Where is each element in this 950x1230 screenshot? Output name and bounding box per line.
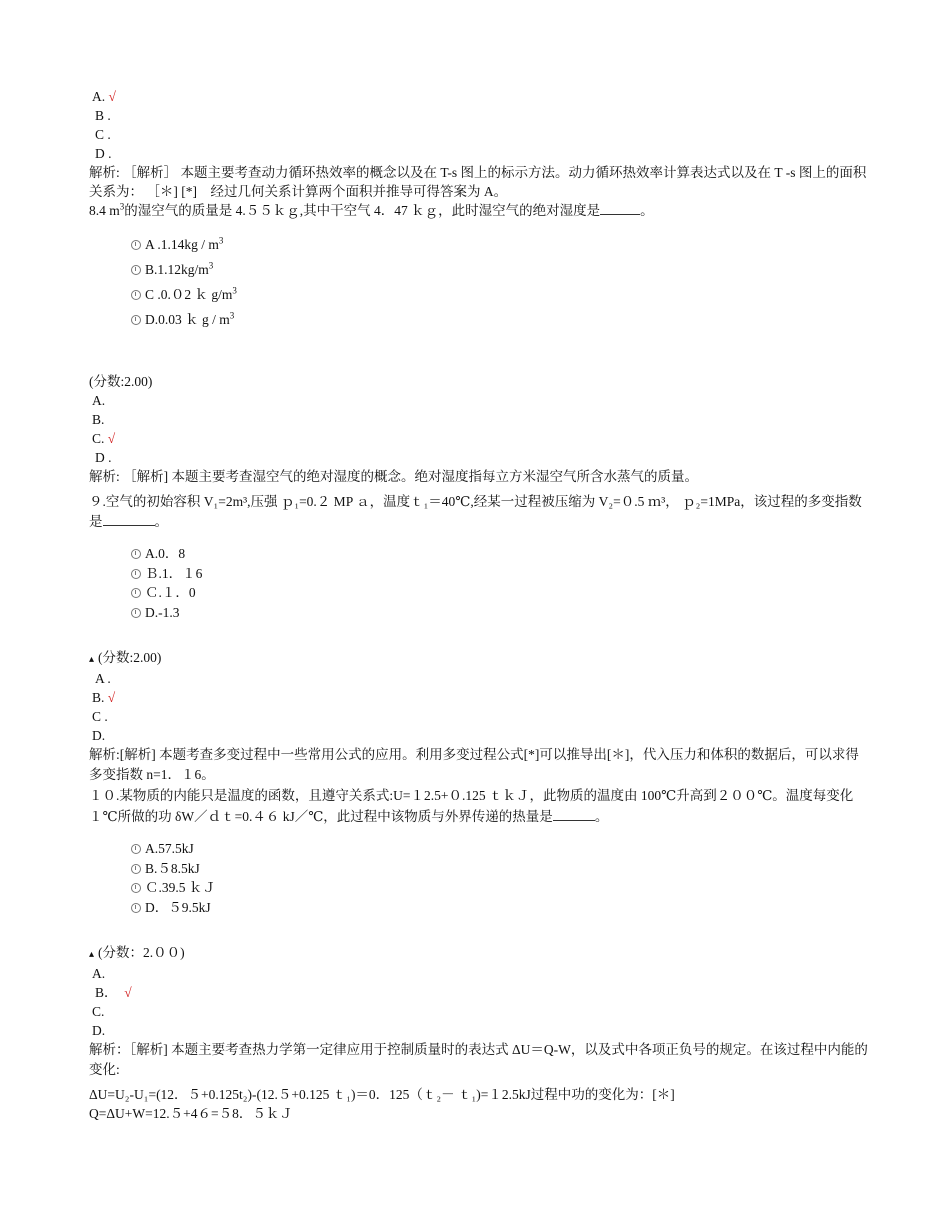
correct-check-icon: √	[107, 431, 116, 446]
radio-icon[interactable]	[131, 240, 141, 250]
question-stem: ９.空气的初始容积 V₁=2m³,压强 ｐ₁=0.２ MP ａ，温度ｔ₁＝40℃,经某一过程被压缩为 V₂=０.5 ｍ³， ｐ₂=1MPa，该过程的多变指数是 。	[89, 494, 862, 529]
answer-option-b: B.	[92, 412, 105, 427]
radio-icon[interactable]	[131, 883, 141, 893]
answer-option-b: B. √	[92, 690, 116, 705]
calculation-line: Q=ΔU+W=12.５+4６=５8．５ｋＪ	[89, 1106, 293, 1121]
correct-check-icon: √	[124, 985, 132, 1000]
choice-list	[89, 839, 869, 917]
answer-option-a: A. √	[92, 89, 116, 104]
choice-list	[89, 232, 869, 332]
score-label: ▴ (分数：2.００)	[89, 945, 185, 960]
calculation-line: ΔU=U₂-U₁=(12．５+0.125t₂)-(12.５+0.125 ｔ₁)＝0．125（ｔ₂－ ｔ₁)=１2.5kJ过程中功的变化为：[＊]	[89, 1087, 675, 1102]
choice-b[interactable]: Ｂ.1．１6	[131, 564, 869, 584]
radio-icon[interactable]	[131, 290, 141, 300]
choice-a[interactable]: A $.1.14kg / m^3$	[131, 232, 869, 257]
radio-icon[interactable]	[131, 903, 141, 913]
question-stem: 8.4 $m^3$的湿空气的质量是 4.５５ｋｇ,其中干空气 4．47 ｋｇ，此时湿空气的绝对湿度是 。	[89, 201, 654, 218]
radio-icon[interactable]	[131, 549, 141, 559]
radio-icon[interactable]	[131, 569, 141, 579]
explanation: 解析: ［解析] 本题主要考查湿空气的绝对湿度的概念。绝对湿度指每立方米湿空气所含水蒸气的质量。	[89, 469, 698, 484]
explanation: 解析: ［解析］ 本题主要考查动力循环热效率的概念以及在 T-s 图上的标示方法。动力循环热效率计算表达式以及在 T -s 图上的面积关系为： ［＊] [*] 经过几何关系计算两个面积并推导可得答案为 A。	[89, 165, 867, 199]
flag-icon: ▴	[89, 949, 95, 960]
radio-icon[interactable]	[131, 265, 141, 275]
answer-option-d: D .	[95, 450, 112, 465]
score-label: (分数:2.00)	[89, 374, 153, 389]
choice-list	[89, 544, 869, 622]
choice-d[interactable]: D.0.03 ｋ g / $m^3$	[131, 307, 869, 332]
explanation: 解析：［解析] 本题主要考查热力学第一定律应用于控制质量时的表达式 ΔU＝Q-W，以及式中各项正负号的规定。在该过程中内能的变化:	[89, 1042, 868, 1077]
explanation: 解析:[解析] 本题考查多变过程中一些常用公式的应用。利用多变过程公式[*]可以推导出[＊]，代入压力和体积的数据后，可以求得多变指数 n=1．１6。	[89, 747, 859, 782]
radio-icon[interactable]	[131, 844, 141, 854]
choice-c[interactable]: Ｃ.１．0	[131, 583, 869, 603]
choice-c[interactable]: C .0.０2 ｋ $g/m^3$	[131, 282, 869, 307]
choice-d[interactable]: D．５9.5kJ	[131, 898, 869, 918]
answer-option-d: D.	[92, 728, 106, 743]
choice-b[interactable]: B.５8.5kJ	[131, 859, 869, 879]
document-body	[89, 87, 869, 1123]
correct-check-icon: √	[108, 89, 116, 104]
choice-c[interactable]: Ｃ.39.5 ｋＪ	[131, 878, 869, 898]
answer-option-a: A .	[95, 671, 111, 686]
choice-a[interactable]: A.0．8	[131, 544, 869, 564]
radio-icon[interactable]	[131, 588, 141, 598]
answer-option-c: C. √	[92, 431, 116, 446]
radio-icon[interactable]	[131, 315, 141, 325]
choice-a[interactable]: A.57.5kJ	[131, 839, 869, 859]
answer-option-d: D.	[92, 1023, 106, 1038]
score-label: ▴ (分数:2.00)	[89, 650, 162, 665]
answer-option-d: D .	[95, 146, 112, 161]
flag-icon: ▴	[89, 654, 95, 665]
radio-icon[interactable]	[131, 864, 141, 874]
answer-option-a: A.	[92, 393, 106, 408]
question-stem: １０.某物质的内能只是温度的函数，且遵守关系式:U=１2.5+０.125 ｔｋＪ，此物质的温度由 100℃升高到２００℃。温度每变化１℃所做的功 δW／ｄｔ=0.４６ kJ／℃，此过程中该物质与外界传递的热量是 。	[89, 788, 854, 824]
answer-option-c: C .	[95, 127, 111, 142]
choice-b[interactable]: $B.1.12kg/m^3$	[131, 257, 869, 282]
radio-icon[interactable]	[131, 608, 141, 618]
answer-option-c: C.	[92, 1004, 105, 1019]
correct-check-icon: √	[107, 690, 116, 705]
choice-d[interactable]: D.-1.3	[131, 603, 869, 623]
answer-option-b: B． √	[95, 985, 132, 1000]
answer-option-a: A.	[92, 966, 106, 981]
answer-option-b: B .	[95, 108, 111, 123]
answer-option-c: C .	[92, 709, 108, 724]
